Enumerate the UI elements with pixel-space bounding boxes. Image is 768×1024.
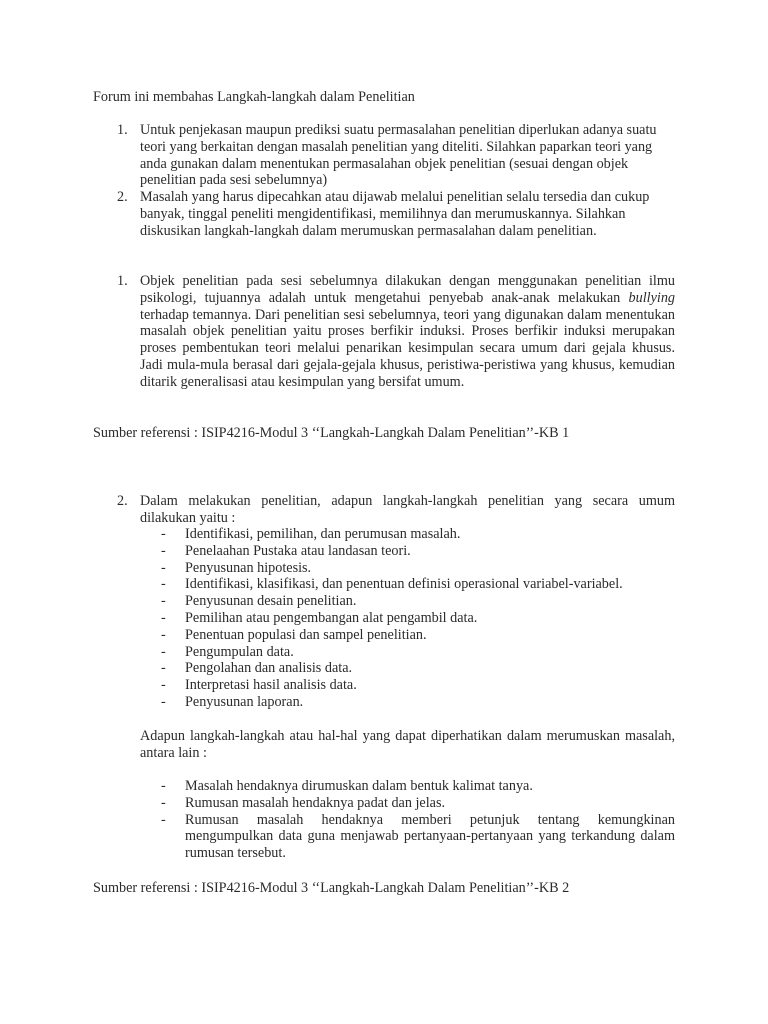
step-item-text: Identifikasi, klasifikasi, dan penentuan definisi operasional variabel-variabel. [185, 576, 623, 593]
step-item-text: Penyusunan laporan. [185, 693, 304, 710]
step-item [140, 610, 675, 627]
step-item [140, 677, 675, 694]
step-item-text: Penyusunan desain penelitian. [185, 593, 357, 610]
list-dash: - [161, 778, 166, 794]
answer-2 [93, 493, 675, 527]
point-item-text: Masalah hendaknya dirumuskan dalam bentuk kalimat tanya. [185, 778, 533, 794]
step-item-text: Pengumpulan data. [185, 643, 294, 660]
question-2-number: 2. [117, 189, 128, 205]
list-dash: - [161, 593, 166, 610]
step-item-text: Pengolahan dan analisis data. [185, 660, 353, 677]
point-item [140, 795, 675, 812]
step-item-text: Interpretasi hasil analisis data. [185, 677, 357, 694]
answer-1-number: 1. [117, 273, 128, 289]
step-item [140, 560, 675, 577]
step-item-text: Pemilihan atau pengembangan alat pengambil data. [185, 609, 478, 626]
step-item-text: Penyusunan hipotesis. [185, 559, 312, 576]
source-reference-2: Sumber referensi : ISIP4216-Modul 3 ‘‘Langkah-Langkah Dalam Penelitian’’-KB 2 [93, 880, 570, 896]
step-item [140, 694, 675, 711]
list-dash: - [161, 660, 166, 677]
point-item [140, 812, 675, 862]
step-item [140, 627, 675, 644]
list-dash: - [161, 677, 166, 694]
question-1-number: 1. [117, 122, 128, 138]
list-dash: - [161, 609, 166, 626]
list-dash: - [161, 576, 166, 593]
question-2-text: Masalah yang harus dipecahkan atau dijawab melalui penelitian selalu tersedia dan cukup banyak, tinggal peneliti mengidentifikasi, memilihnya dan merumuskannya. Silahkan diskusikan langkah-langkah dalam merumuskan permasalahan dalam penelitian. [140, 189, 650, 239]
step-item [140, 576, 675, 593]
answer-1-part1: Objek penelitian pada sesi sebelumnya dilakukan dengan menggunakan penelitian ilmu psikologi, tujuannya adalah untuk mengetahui penyebab anak-anak melakukan [140, 273, 675, 306]
step-item [140, 644, 675, 661]
answer-2-number: 2. [117, 493, 128, 509]
list-dash: - [161, 693, 166, 710]
question-1-text: Untuk penjekasan maupun prediksi suatu permasalahan penelitian diperlukan adanya suatu teori yang berkaitan dengan masalah penelitian yang diteliti. Silahkan paparkan teori yang anda gunakan dalam menentukan permasalahan objek penelitian (sesuai dengan objek penelitian pada sesi sebelumnya) [140, 122, 657, 189]
list-dash: - [161, 542, 166, 559]
step-item-text: Penentuan populasi dan sampel penelitian. [185, 626, 427, 643]
source-reference-1: Sumber referensi : ISIP4216-Modul 3 ‘‘Langkah-Langkah Dalam Penelitian’’-KB 1 [93, 425, 570, 441]
answer-1-text [140, 273, 675, 391]
forum-intro: Forum ini membahas Langkah-langkah dalam Penelitian [93, 89, 415, 105]
list-dash: - [161, 643, 166, 660]
step-item [140, 660, 675, 677]
answer-2-paragraph: Adapun langkah-langkah atau hal-hal yang dapat diperhatikan dalam merumuskan masalah, antara lain : [140, 728, 675, 761]
step-item-text: Penelaahan Pustaka atau landasan teori. [185, 542, 411, 559]
list-dash: - [161, 559, 166, 576]
points-list [140, 778, 675, 862]
step-item-text: Identifikasi, pemilihan, dan perumusan masalah. [185, 526, 461, 542]
answer-1 [93, 273, 675, 391]
list-dash: - [161, 794, 166, 811]
answer-1-part2: terhadap temannya. Dari penelitian sesi sebelumnya, teori yang digunakan dalam menentukan masalah objek penelitian yaitu proses berfikir induksi. Proses berfikir induksi merupakan proses pembentukan teori melalui penarikan kesimpulan secara umum dari gejala khusus. Jadi mula-mula berasal dari gejala-gejala khusus, peristiwa-peristiwa yang khusus, kemudian ditarik generalisasi atau kesimpulan yang bersifat umum. [140, 306, 675, 390]
point-item-text: Rumusan masalah hendaknya memberi petunjuk tentang kemungkinan mengumpulkan data guna menjawab pertanyaan-pertanyaan yang terkandung dalam rumusan tersebut. [185, 811, 675, 862]
answer-1-italic-term: bullying [628, 289, 676, 306]
point-item-text: Rumusan masalah hendaknya padat dan jelas. [185, 794, 446, 811]
question-2 [93, 189, 675, 239]
list-dash: - [161, 626, 166, 643]
answer-2-intro: Dalam melakukan penelitian, adapun langkah-langkah penelitian yang secara umum dilakukan yaitu : [140, 493, 675, 526]
step-item [140, 593, 675, 610]
list-dash: - [161, 811, 166, 828]
step-item [140, 543, 675, 560]
question-1 [93, 122, 675, 189]
steps-list [140, 526, 675, 711]
list-dash: - [161, 526, 166, 542]
point-item [140, 778, 675, 795]
step-item [140, 526, 675, 543]
